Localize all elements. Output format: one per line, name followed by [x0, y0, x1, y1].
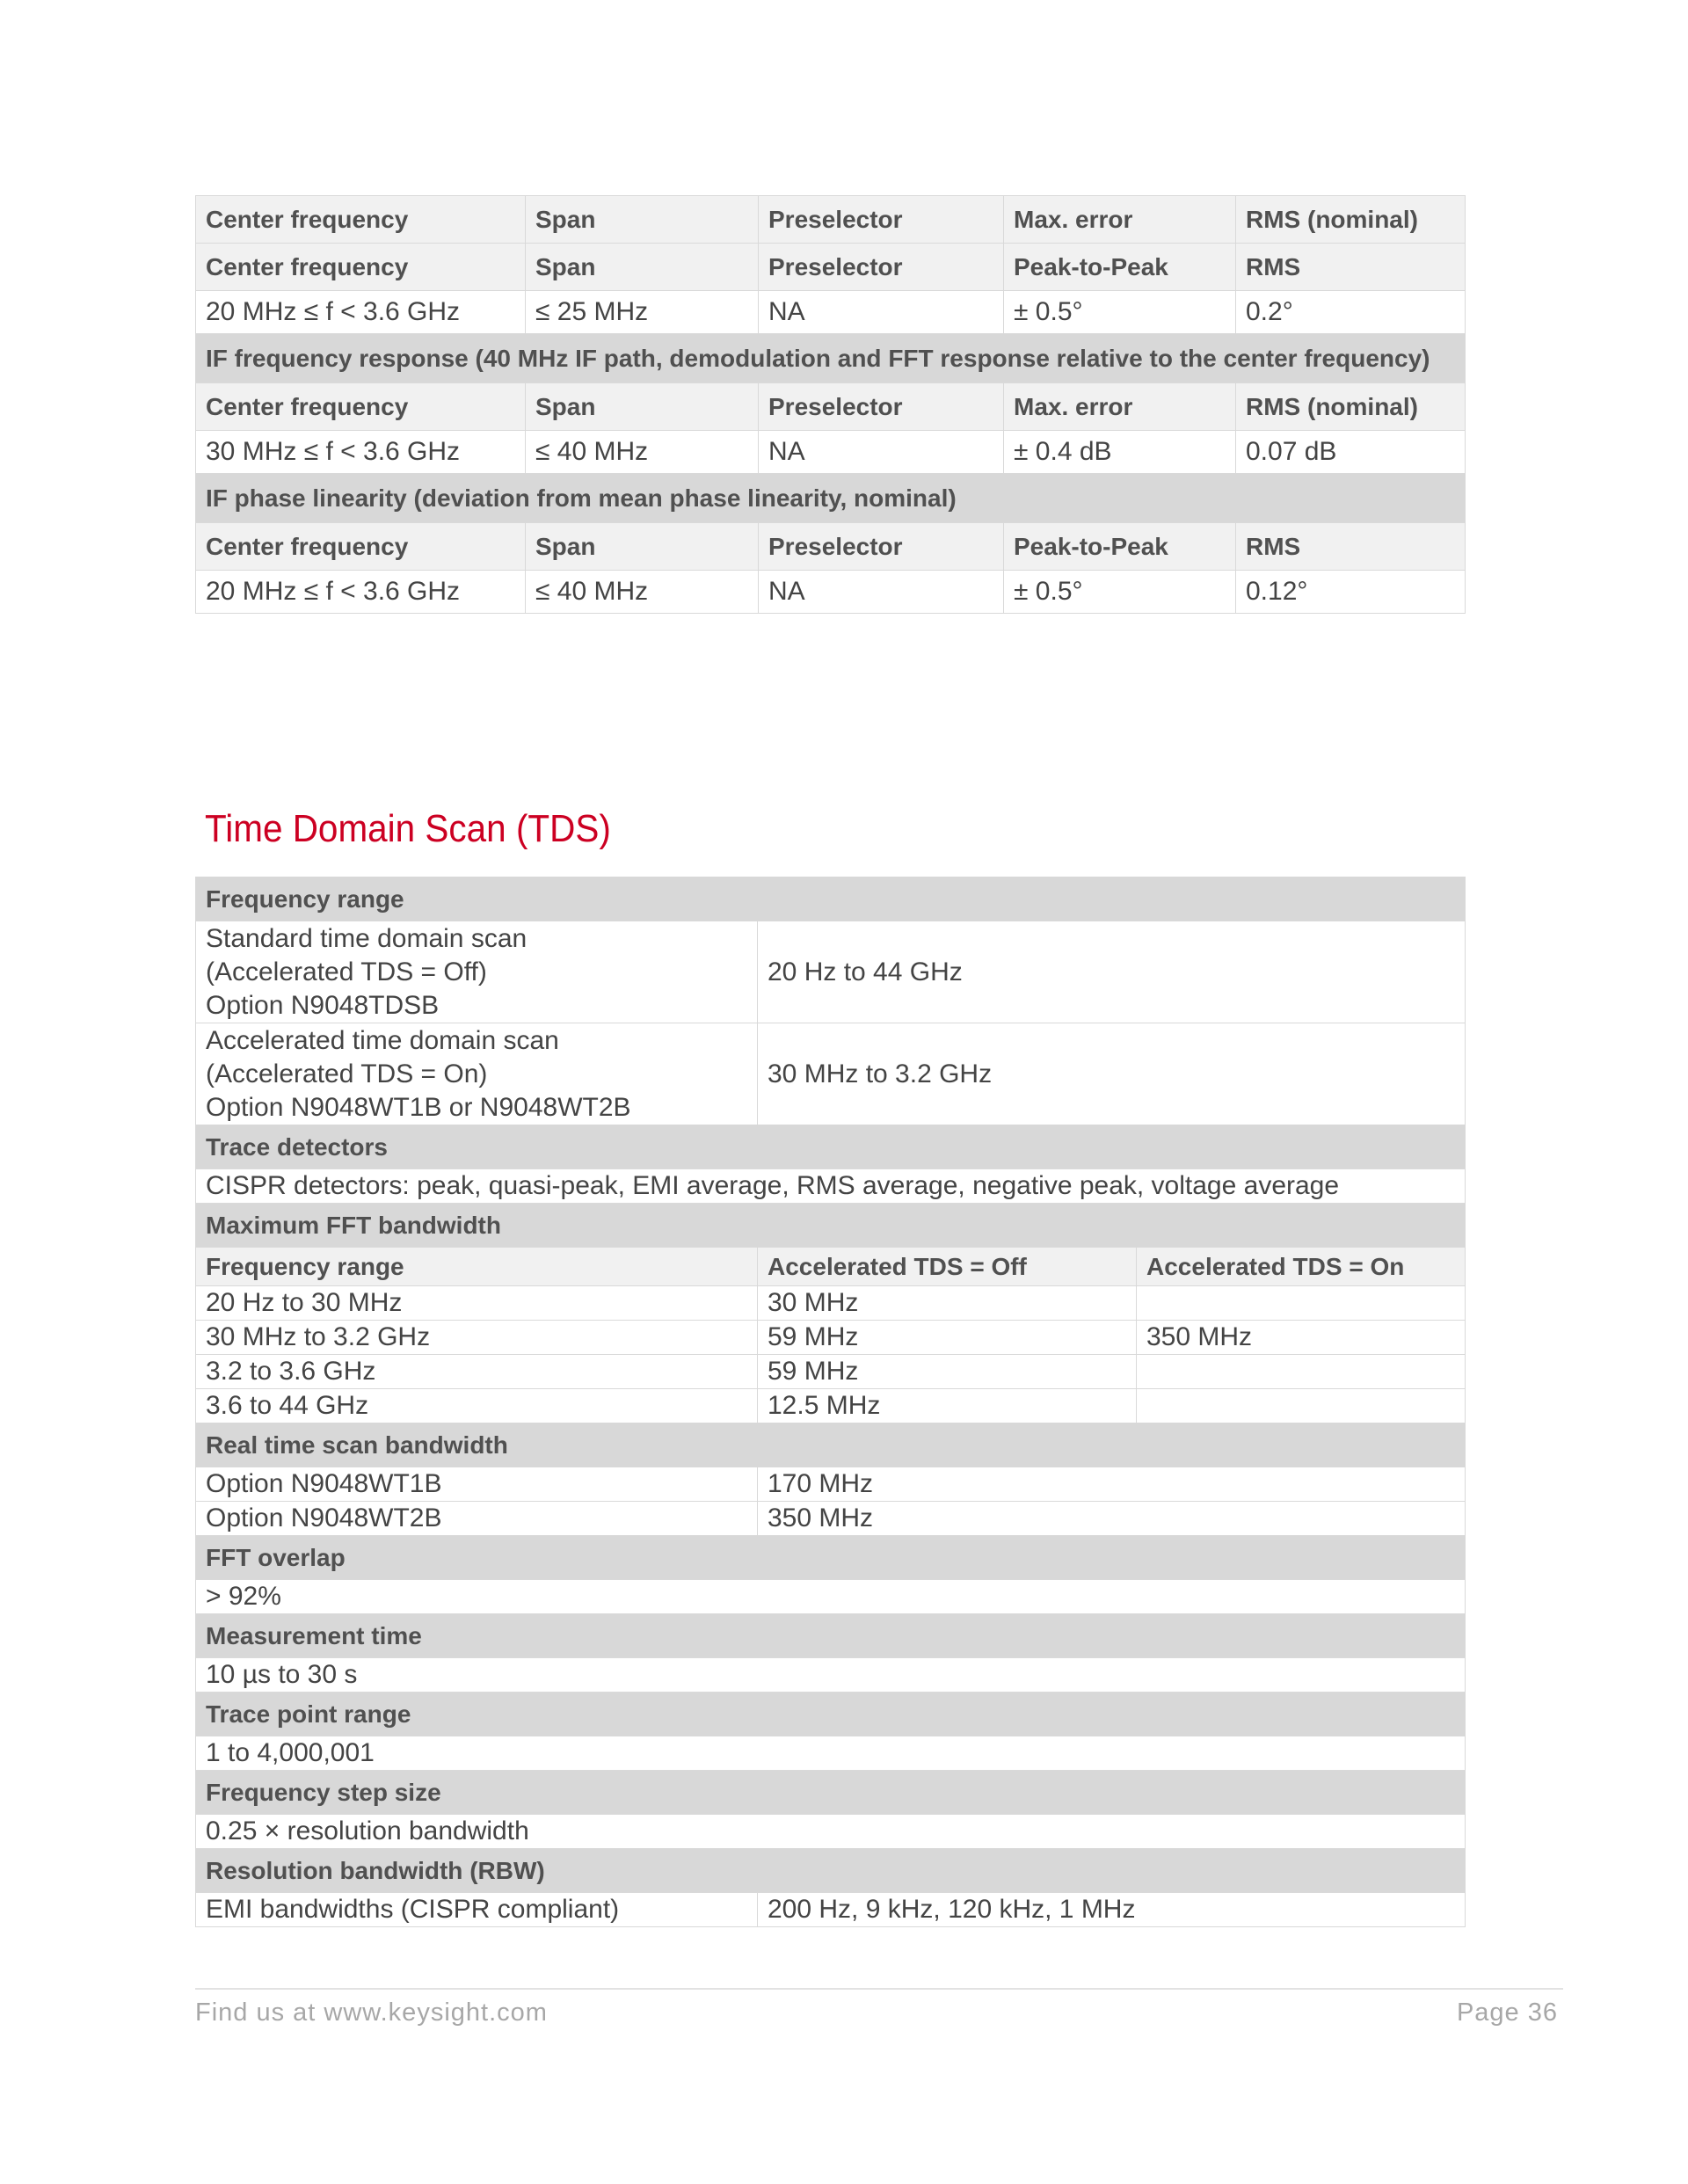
section-heading-measurement-time: Measurement time: [196, 1614, 1466, 1658]
col-max-error: Max. error: [1004, 383, 1236, 431]
cell: 3.2 to 3.6 GHz: [196, 1355, 758, 1389]
col-span: Span: [526, 244, 759, 291]
section-row: [196, 1614, 1466, 1658]
cell: 20 MHz ≤ f < 3.6 GHz: [196, 571, 526, 614]
col-rms-nominal: RMS (nominal): [1236, 196, 1466, 244]
col-preselector: Preselector: [759, 523, 1004, 571]
col-peak-to-peak: Peak-to-Peak: [1004, 523, 1236, 571]
cell: [1137, 1286, 1466, 1321]
label-line: Option N9048WT1B or N9048WT2B: [206, 1092, 631, 1122]
cell: NA: [759, 431, 1004, 474]
section-title: Time Domain Scan (TDS): [205, 807, 611, 850]
cell: 30 MHz ≤ f < 3.6 GHz: [196, 431, 526, 474]
section-row: [196, 1849, 1466, 1893]
table-row: [196, 1658, 1466, 1693]
cell: ≤ 40 MHz: [526, 431, 759, 474]
table-row: [196, 1580, 1466, 1614]
tds-specs-table: [195, 877, 1466, 1927]
accelerated-tds-value: 30 MHz to 3.2 GHz: [758, 1023, 1466, 1125]
cell: Option N9048WT1B: [196, 1467, 758, 1502]
section-heading-if-phase-linearity: IF phase linearity (deviation from mean phase linearity, nominal): [196, 474, 1466, 523]
header-row: [196, 1248, 1466, 1286]
section-row: [196, 877, 1466, 921]
cell: [1137, 1355, 1466, 1389]
cell: ± 0.5°: [1004, 571, 1236, 614]
table-row: [196, 1169, 1466, 1204]
col-span: Span: [526, 196, 759, 244]
table-row: [196, 571, 1466, 614]
cell: 170 MHz: [758, 1467, 1466, 1502]
table-row: [196, 1286, 1466, 1321]
page-number: Page 36: [1456, 1998, 1558, 2027]
cell: ≤ 40 MHz: [526, 571, 759, 614]
trace-point-range-value: 1 to 4,000,001: [196, 1736, 1466, 1771]
header-row: [196, 383, 1466, 431]
standard-tds-value: 20 Hz to 44 GHz: [758, 921, 1466, 1023]
col-frequency-range: Frequency range: [196, 1248, 758, 1286]
section-row: [196, 334, 1466, 383]
col-preselector: Preselector: [759, 383, 1004, 431]
section-row: [196, 1204, 1466, 1248]
cell: 0.2°: [1236, 291, 1466, 334]
section-row: [196, 1423, 1466, 1467]
standard-tds-label: [196, 921, 758, 1023]
section-heading-trace-point-range: Trace point range: [196, 1693, 1466, 1736]
table-row: [196, 1355, 1466, 1389]
rbw-label: EMI bandwidths (CISPR compliant): [196, 1893, 758, 1927]
table-row: [196, 1023, 1466, 1125]
table-row: [196, 1389, 1466, 1423]
table-row: [196, 921, 1466, 1023]
section-heading-real-time-scan-bandwidth: Real time scan bandwidth: [196, 1423, 1466, 1467]
cell: ≤ 25 MHz: [526, 291, 759, 334]
table-row: [196, 1467, 1466, 1502]
footer-divider: [195, 1988, 1563, 1990]
footer-website: Find us at www.keysight.com: [195, 1998, 548, 2027]
cell: 12.5 MHz: [758, 1389, 1137, 1423]
cell: 350 MHz: [758, 1502, 1466, 1536]
cell: 20 MHz ≤ f < 3.6 GHz: [196, 291, 526, 334]
table-row: [196, 291, 1466, 334]
col-center-frequency: Center frequency: [196, 383, 526, 431]
cell: 30 MHz to 3.2 GHz: [196, 1321, 758, 1355]
cell: 59 MHz: [758, 1321, 1137, 1355]
table-row: [196, 1736, 1466, 1771]
col-center-frequency: Center frequency: [196, 523, 526, 571]
label-line: Accelerated time domain scan: [206, 1025, 559, 1055]
header-row: [196, 196, 1466, 244]
cell: [1137, 1389, 1466, 1423]
col-center-frequency: Center frequency: [196, 196, 526, 244]
col-accelerated-off: Accelerated TDS = Off: [758, 1248, 1137, 1286]
col-accelerated-on: Accelerated TDS = On: [1137, 1248, 1466, 1286]
cell: Option N9048WT2B: [196, 1502, 758, 1536]
cell: ± 0.4 dB: [1004, 431, 1236, 474]
col-rms: RMS: [1236, 244, 1466, 291]
cell: NA: [759, 291, 1004, 334]
table-row: [196, 1502, 1466, 1536]
accelerated-tds-label: [196, 1023, 758, 1125]
trace-detectors-value: CISPR detectors: peak, quasi-peak, EMI average, RMS average, negative peak, voltage average: [196, 1169, 1466, 1204]
if-specs-table: [195, 195, 1466, 614]
section-heading-trace-detectors: Trace detectors: [196, 1125, 1466, 1169]
section-heading-max-fft-bandwidth: Maximum FFT bandwidth: [196, 1204, 1466, 1248]
section-heading-frequency-range: Frequency range: [196, 877, 1466, 921]
section-row: [196, 1125, 1466, 1169]
label-line: (Accelerated TDS = Off): [206, 957, 487, 986]
header-row: [196, 523, 1466, 571]
section-heading-rbw: Resolution bandwidth (RBW): [196, 1849, 1466, 1893]
cell: NA: [759, 571, 1004, 614]
frequency-step-size-value: 0.25 × resolution bandwidth: [196, 1815, 1466, 1849]
cell: 59 MHz: [758, 1355, 1137, 1389]
cell: 0.12°: [1236, 571, 1466, 614]
rbw-value: 200 Hz, 9 kHz, 120 kHz, 1 MHz: [758, 1893, 1466, 1927]
col-span: Span: [526, 523, 759, 571]
col-rms-nominal: RMS (nominal): [1236, 383, 1466, 431]
col-peak-to-peak: Peak-to-Peak: [1004, 244, 1236, 291]
fft-overlap-value: > 92%: [196, 1580, 1466, 1614]
cell: 350 MHz: [1137, 1321, 1466, 1355]
col-preselector: Preselector: [759, 244, 1004, 291]
col-preselector: Preselector: [759, 196, 1004, 244]
section-row: [196, 1536, 1466, 1580]
section-heading-fft-overlap: FFT overlap: [196, 1536, 1466, 1580]
section-row: [196, 474, 1466, 523]
cell: 30 MHz: [758, 1286, 1137, 1321]
cell: ± 0.5°: [1004, 291, 1236, 334]
table-row: [196, 431, 1466, 474]
measurement-time-value: 10 µs to 30 s: [196, 1658, 1466, 1693]
label-line: Standard time domain scan: [206, 923, 528, 953]
section-heading-if-frequency-response: IF frequency response (40 MHz IF path, demodulation and FFT response relative to the center frequency): [196, 334, 1466, 383]
header-row: [196, 244, 1466, 291]
col-rms: RMS: [1236, 523, 1466, 571]
cell: 20 Hz to 30 MHz: [196, 1286, 758, 1321]
section-row: [196, 1771, 1466, 1815]
label-line: Option N9048TDSB: [206, 990, 440, 1020]
table-row: [196, 1815, 1466, 1849]
col-center-frequency: Center frequency: [196, 244, 526, 291]
section-row: [196, 1693, 1466, 1736]
col-max-error: Max. error: [1004, 196, 1236, 244]
table-row: [196, 1893, 1466, 1927]
section-heading-frequency-step-size: Frequency step size: [196, 1771, 1466, 1815]
col-span: Span: [526, 383, 759, 431]
cell: 3.6 to 44 GHz: [196, 1389, 758, 1423]
table-row: [196, 1321, 1466, 1355]
label-line: (Accelerated TDS = On): [206, 1059, 488, 1088]
cell: 0.07 dB: [1236, 431, 1466, 474]
